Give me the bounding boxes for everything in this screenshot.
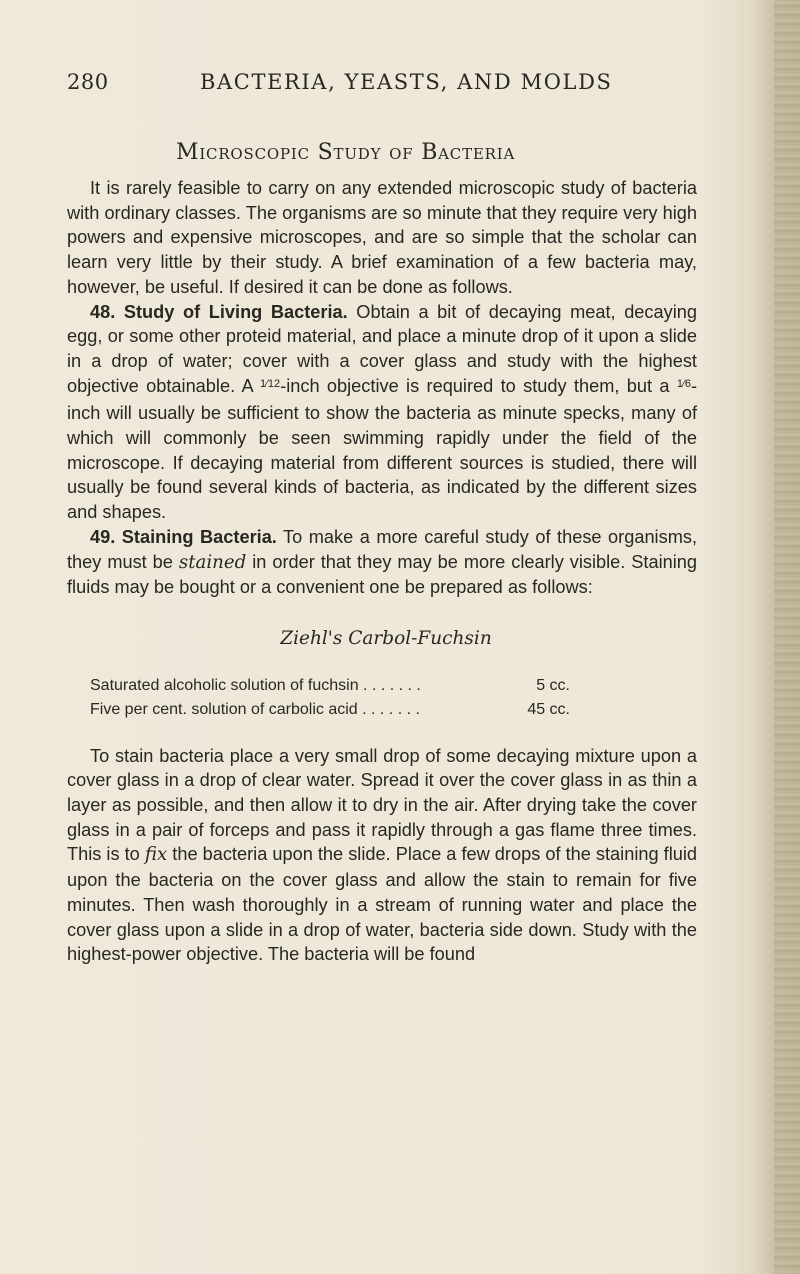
- staining-text-b: the bacteria upon the slide. Place a few drops of the staining fluid upon the bacteria on the cover glass and allow the stain to remain for five minutes. Then wash thoroughly in a stream of running water and place the cover glass upon a slide in a drop of water, bacteria side down. Study with the highest-power objective. The bacteria will be found: [67, 844, 698, 965]
- recipe-item-name: Saturated alcoholic solution of fuchsin . . . . . . .: [90, 676, 421, 694]
- body-text: [67, 176, 697, 967]
- fraction-sixth: 1⁄6: [676, 377, 691, 390]
- staining-text-a: To stain bacteria place a very small drop of some decaying mixture upon a cover glass in a drop of clear water. Spread it over the cover glass in as thin a layer as possible, and then allow it to dry in the air. After drying take the cover glass in a pair of forceps and pass it rapidly through a gas flame three times. This is to: [67, 745, 697, 865]
- paragraph-48-text-a: Obtain a bit of decaying meat, decaying egg, or some other proteid material, and place a minute drop of it upon a slide in a drop of water; cover with a cover glass and study with the highest objective obtainable. A: [67, 301, 697, 396]
- paragraph-48-heading: 48. Study of Living Bacteria.: [90, 301, 348, 322]
- recipe-item-name: Five per cent. solution of carbolic acid . . . . . . .: [90, 700, 420, 718]
- paragraph-49-text-a: To make a more careful study of these organisms, they must be: [67, 526, 697, 572]
- running-head: BACTERIA, YEASTS, AND MOLDS: [200, 70, 613, 94]
- section-title: Microscopic Study of Bacteria: [176, 140, 516, 165]
- recipe-item-amount: 5 cc.: [536, 676, 570, 694]
- spacer: [67, 722, 697, 744]
- recipe-title: Ziehl's Carbol-Fuchsin: [280, 627, 492, 649]
- fraction-twelfth: 1⁄12: [259, 377, 281, 390]
- paragraph-48: [67, 300, 697, 525]
- page-number: 280: [67, 70, 109, 94]
- paragraph-49-heading: 49. Staining Bacteria.: [90, 526, 277, 547]
- paragraph-49-text-b: in order that they may be more clearly visible. Staining fluids may be bought or a convenient one be prepared as follows:: [67, 551, 697, 598]
- intro-paragraph: It is rarely feasible to carry on any extended microscopic study of bacteria with ordinary classes. The organisms are so minute that they require very high powers and expensive microscopes, and are so simple that the scholar can learn very little by their study. A brief examination of a few bacteria may, however, be useful. If desired it can be done as follows.: [67, 178, 697, 297]
- paragraph-49: [67, 525, 697, 600]
- page-header: [67, 70, 667, 100]
- recipe-item-amount: 45 cc.: [527, 700, 570, 718]
- stained-word: stained: [178, 551, 247, 573]
- staining-paragraph: [67, 744, 697, 967]
- page-edge: [774, 0, 800, 1274]
- fix-word: fix: [144, 844, 168, 866]
- recipe-item: [90, 698, 570, 722]
- recipe-item: [90, 674, 570, 698]
- paragraph-48-text-c: -inch will usually be sufficient to show the bacteria as minute specks, many of which will commonly be seen swimming rapidly under the field of the microscope. If decaying material from different sources is studied, there will usually be found several kinds of bacteria, as indicated by the different sizes and shapes.: [67, 375, 697, 523]
- paragraph-48-text-b: -inch objective is required to study them, but a: [280, 375, 677, 396]
